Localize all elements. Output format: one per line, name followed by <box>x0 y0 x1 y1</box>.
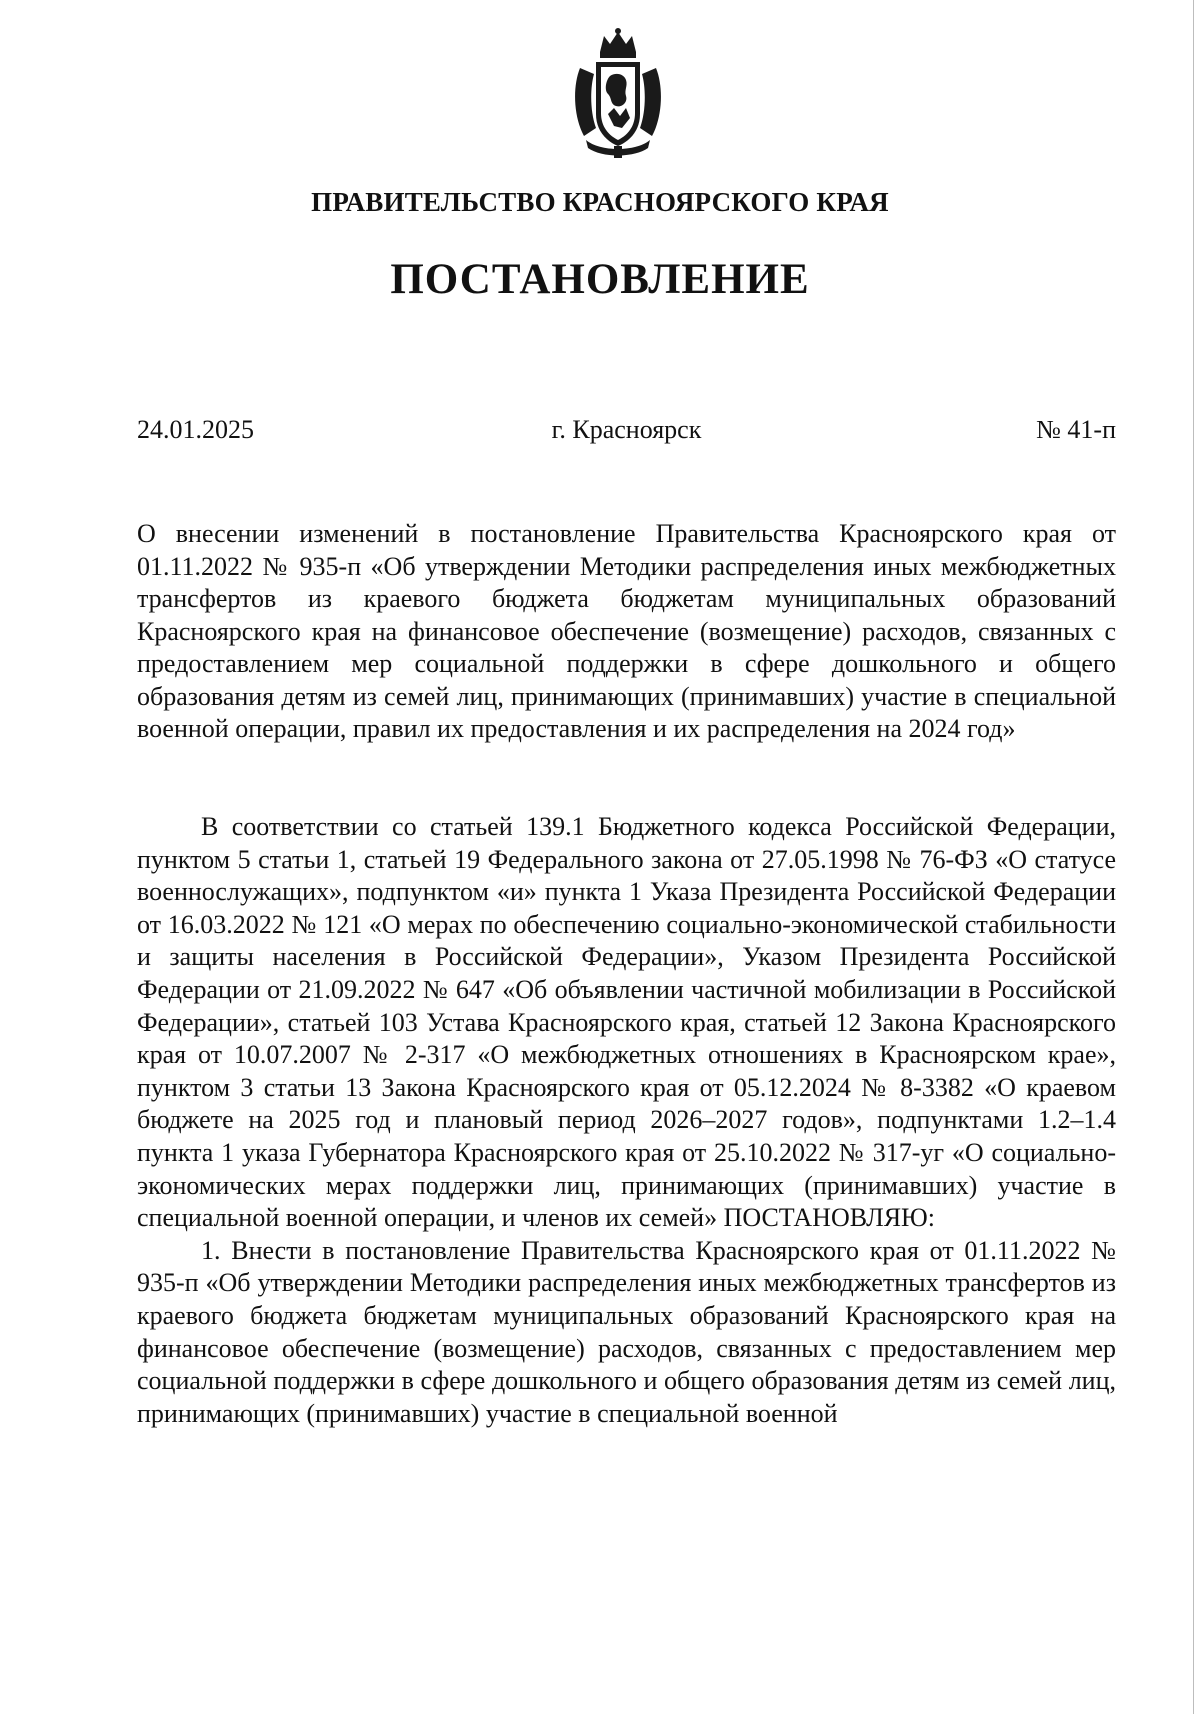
document-number: № 41-п <box>1036 415 1116 444</box>
document-body <box>137 811 1116 1430</box>
coat-of-arms-icon <box>570 28 666 160</box>
item-1-paragraph: 1. Внести в постановление Правительства Красноярского края от 01.11.2022 № 935-п «Об утверждении Методики распределения иных межбюджетных трансфертов из краевого бюджета бюджетам муниципальных образований Красноярского края на финансовое обеспечение (возмещение) расходов, связанных с предоставлением мер социальной поддержки в сфере дошкольного и общего образования детям из семей лиц, принимающих (принимавших) участие в специальной военной <box>137 1235 1116 1428</box>
preamble-paragraph: В соответствии со статьей 139.1 Бюджетного кодекса Российской Федерации, пунктом 5 статьи 1, статьей 19 Федерального закона от 27.05.1998 № 76-ФЗ «О статусе военнослужащих», подпунктом «и» пункта 1 Указа Президента Российской Федерации от 16.03.2022 № 121 «О мерах по обеспечению социально-экономической стабильности и защиты населения в Российской Федерации», Указом Президента Российской Федерации от 21.09.2022 № 647 «Об объявлении частичной мобилизации в Российской Федерации», статьей 103 Устава Красноярского края, статьей 12 Закона Красноярского края от 10.07.2007 № 2-317 «О межбюджетных отношениях в Красноярском крае», пунктом 3 статьи 13 Закона Красноярского края от 05.12.2024 № 8-3382 «О краевом бюджете на 2025 год и плановый период 2026–2027 годов», подпунктами 1.2–1.4 пункта 1 указа Губернатора Красноярского края от 25.10.2022 № 317-уг «О социально-экономических мерах поддержки лиц, принимающих (принимавших) участие в специальной военной операции, и членов их семей» ПОСТАНОВЛЯЮ: <box>137 812 1116 1233</box>
document-type-title: ПОСТАНОВЛЕНИЕ <box>390 256 810 303</box>
document-city: г. Красноярск <box>551 415 702 444</box>
document-date: 24.01.2025 <box>137 415 254 444</box>
government-title: ПРАВИТЕЛЬСТВО КРАСНОЯРСКОГО КРАЯ <box>311 187 889 217</box>
document-subject: О внесении изменений в постановление Правительства Красноярского края от 01.11.2022 № 935-п «Об утверждении Методики распределения иных межбюджетных трансфертов из краевого бюджета бюджетам муниципальных образований Красноярского края на финансовое обеспечение (возмещение) расходов, связанных с предоставлением мер социальной поддержки в сфере дошкольного и общего образования детям из семей лиц, принимающих (принимавших) участие в специальной военной операции, правил их предоставления и их распределения на 2024 год» <box>137 519 1116 743</box>
